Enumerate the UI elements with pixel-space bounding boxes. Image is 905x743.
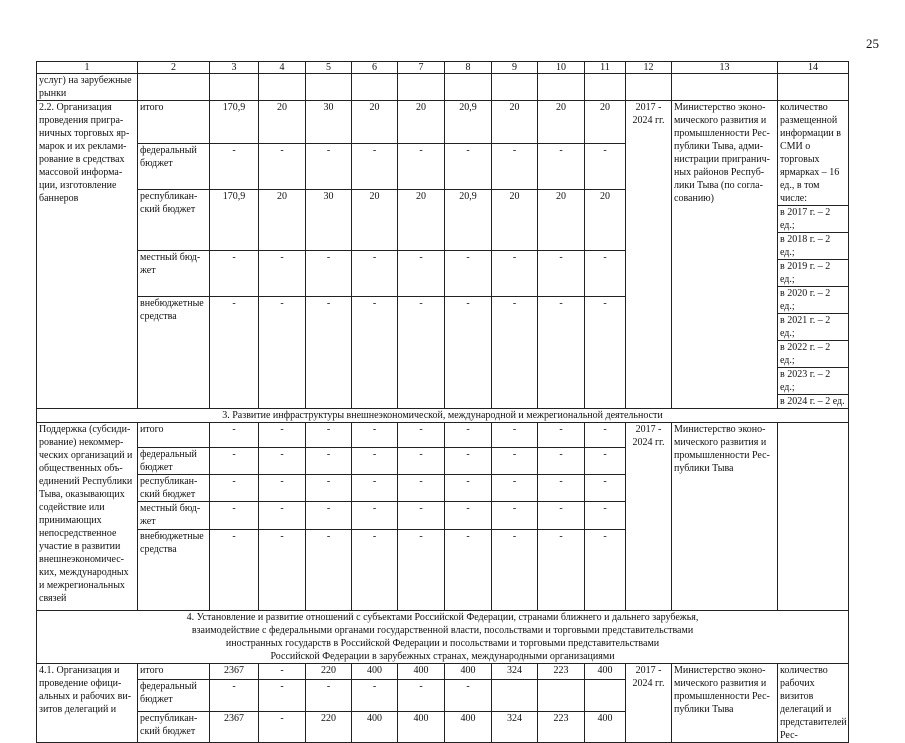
indicator-cell bbox=[778, 423, 849, 611]
value-cell: - bbox=[259, 664, 306, 680]
table-row bbox=[37, 664, 849, 680]
value-cell: 223 bbox=[538, 711, 585, 742]
value-cell: 400 bbox=[585, 664, 626, 680]
value-cell: 220 bbox=[306, 711, 352, 742]
indicator-year-line: в 2018 г. – 2 ед.; bbox=[778, 232, 848, 259]
value-cell: - bbox=[259, 250, 306, 296]
value-cell: - bbox=[259, 530, 306, 611]
executor-cell: Министерство экономического развития и промышленности Республики Тыва bbox=[672, 664, 778, 743]
value-cell: - bbox=[352, 475, 398, 502]
column-number: 12 bbox=[626, 62, 672, 74]
table-row bbox=[37, 74, 849, 101]
executor-cell: Министерство экономического развития и промышленности Республики Тыва bbox=[672, 423, 778, 611]
value-cell: - bbox=[492, 144, 538, 190]
value-cell: - bbox=[538, 297, 585, 409]
value-cell: 20 bbox=[538, 101, 585, 144]
value-cell: 324 bbox=[492, 664, 538, 680]
value-cell: - bbox=[259, 680, 306, 711]
empty-cell bbox=[259, 74, 306, 101]
measure-name-cell: 2.2. Организация проведения приграничных торговых ярмарок и их рекламирование в средствах массовой информации, изготовление баннеров bbox=[37, 101, 138, 409]
value-cell: - bbox=[398, 423, 445, 448]
value-cell: 20,9 bbox=[445, 190, 492, 250]
indicator-year-line: в 2021 г. – 2 ед.; bbox=[778, 313, 848, 340]
funding-source-cell: республиканский бюджет bbox=[138, 475, 210, 502]
value-cell: - bbox=[492, 530, 538, 611]
empty-cell bbox=[445, 74, 492, 101]
value-cell: 2367 bbox=[210, 664, 259, 680]
value-cell: - bbox=[306, 144, 352, 190]
indicator-cell bbox=[778, 664, 849, 743]
funding-source-cell: местный бюджет bbox=[138, 502, 210, 530]
value-cell: - bbox=[445, 475, 492, 502]
funding-source-cell: республиканский бюджет bbox=[138, 711, 210, 742]
value-cell: - bbox=[538, 475, 585, 502]
value-cell: - bbox=[306, 448, 352, 475]
value-cell: 400 bbox=[445, 664, 492, 680]
period-cell: 2017 - 2024 гг. bbox=[626, 423, 672, 611]
section-title-line: 4. Установление и развитие отношений с субъектами Российской Федерации, странами ближнего и дальнего зарубежья, bbox=[186, 612, 699, 623]
value-cell: - bbox=[398, 297, 445, 409]
value-cell: - bbox=[585, 530, 626, 611]
value-cell: 2367 bbox=[210, 711, 259, 742]
value-cell: - bbox=[538, 144, 585, 190]
column-number: 14 bbox=[778, 62, 849, 74]
value-cell: - bbox=[352, 530, 398, 611]
empty-cell bbox=[306, 74, 352, 101]
value-cell: - bbox=[306, 475, 352, 502]
value-cell: - bbox=[352, 144, 398, 190]
indicator-year-line: в 2024 г. – 2 ед. bbox=[778, 394, 848, 408]
column-number: 7 bbox=[398, 62, 445, 74]
section-title-line: взаимодействие с федеральными органами государственной власти, посольствами и торговыми представительствами bbox=[191, 625, 694, 636]
value-cell: 30 bbox=[306, 190, 352, 250]
value-cell: - bbox=[445, 250, 492, 296]
column-number: 6 bbox=[352, 62, 398, 74]
value-cell bbox=[492, 680, 538, 711]
value-cell: - bbox=[492, 475, 538, 502]
value-cell: - bbox=[210, 297, 259, 409]
value-cell: 20 bbox=[492, 190, 538, 250]
header-row bbox=[37, 62, 849, 74]
value-cell: - bbox=[352, 448, 398, 475]
measure-name-cell: Поддержка (субсидирование) некоммерческих организаций и общественных объединений Республики Тыва, оказывающих содействие или принимающих непосредственное участие в развитии внешнеэкономических, международных и межрегиональных связей bbox=[37, 423, 138, 611]
value-cell: - bbox=[259, 475, 306, 502]
empty-cell bbox=[210, 74, 259, 101]
empty-cell bbox=[492, 74, 538, 101]
measure-name-cell: 4.1. Организация и проведение официальных и рабочих визитов делегаций и bbox=[37, 664, 138, 743]
value-cell: - bbox=[306, 297, 352, 409]
funding-source-cell: внебюджетные средства bbox=[138, 530, 210, 611]
table-row bbox=[37, 101, 849, 144]
column-number: 3 bbox=[210, 62, 259, 74]
value-cell: - bbox=[492, 297, 538, 409]
indicator-year-line: в 2023 г. – 2 ед.; bbox=[778, 367, 848, 394]
value-cell: - bbox=[492, 448, 538, 475]
value-cell: 400 bbox=[445, 711, 492, 742]
value-cell: - bbox=[398, 475, 445, 502]
value-cell: - bbox=[210, 448, 259, 475]
section-title-line: иностранных государств в Российской Федерации и посольствами и торговыми представительствами bbox=[225, 638, 660, 649]
funding-source-cell: итого bbox=[138, 101, 210, 144]
value-cell: 400 bbox=[352, 664, 398, 680]
value-cell: 324 bbox=[492, 711, 538, 742]
page-number: 25 bbox=[866, 36, 879, 51]
program-table bbox=[36, 61, 849, 743]
section-title-line: Российской Федерации в зарубежных странах, международными организациями bbox=[270, 651, 615, 662]
value-cell: 400 bbox=[585, 711, 626, 742]
value-cell: - bbox=[585, 297, 626, 409]
value-cell: - bbox=[492, 502, 538, 530]
value-cell: - bbox=[585, 250, 626, 296]
value-cell: 30 bbox=[306, 101, 352, 144]
empty-cell bbox=[538, 74, 585, 101]
empty-cell bbox=[672, 74, 778, 101]
value-cell: - bbox=[210, 475, 259, 502]
value-cell: - bbox=[352, 423, 398, 448]
column-number: 2 bbox=[138, 62, 210, 74]
executor-cell: Министерство экономического развития и промышленности Республики Тыва, администрации приграничных районов Республики Тыва (по согласованию) bbox=[672, 101, 778, 409]
value-cell: - bbox=[352, 680, 398, 711]
section-title bbox=[37, 611, 849, 664]
column-number: 11 bbox=[585, 62, 626, 74]
value-cell: - bbox=[306, 423, 352, 448]
value-cell: - bbox=[259, 423, 306, 448]
value-cell: - bbox=[352, 250, 398, 296]
value-cell: - bbox=[538, 448, 585, 475]
column-number: 9 bbox=[492, 62, 538, 74]
value-cell: - bbox=[259, 297, 306, 409]
column-number: 10 bbox=[538, 62, 585, 74]
value-cell: - bbox=[398, 502, 445, 530]
value-cell: - bbox=[398, 250, 445, 296]
value-cell: - bbox=[585, 475, 626, 502]
value-cell: - bbox=[538, 250, 585, 296]
value-cell: - bbox=[210, 530, 259, 611]
funding-source-cell: итого bbox=[138, 664, 210, 680]
value-cell: 223 bbox=[538, 664, 585, 680]
empty-cell bbox=[138, 74, 210, 101]
value-cell: - bbox=[585, 502, 626, 530]
value-cell: 400 bbox=[398, 664, 445, 680]
empty-cell bbox=[352, 74, 398, 101]
value-cell: 20 bbox=[492, 101, 538, 144]
indicator-cell bbox=[778, 101, 849, 409]
column-number: 5 bbox=[306, 62, 352, 74]
value-cell: - bbox=[492, 423, 538, 448]
value-cell: - bbox=[352, 297, 398, 409]
value-cell: - bbox=[398, 680, 445, 711]
value-cell: - bbox=[306, 530, 352, 611]
value-cell: 20 bbox=[259, 190, 306, 250]
column-number: 13 bbox=[672, 62, 778, 74]
value-cell: - bbox=[445, 530, 492, 611]
value-cell: 170,9 bbox=[210, 190, 259, 250]
value-cell: - bbox=[306, 680, 352, 711]
value-cell: - bbox=[210, 144, 259, 190]
value-cell: - bbox=[210, 502, 259, 530]
funding-source-cell: федеральный бюджет bbox=[138, 144, 210, 190]
funding-source-cell: местный бюджет bbox=[138, 250, 210, 296]
value-cell: 20 bbox=[398, 101, 445, 144]
value-cell: 170,9 bbox=[210, 101, 259, 144]
value-cell: - bbox=[352, 502, 398, 530]
value-cell bbox=[538, 680, 585, 711]
value-cell: 20 bbox=[585, 101, 626, 144]
value-cell: 20 bbox=[398, 190, 445, 250]
value-cell: - bbox=[398, 448, 445, 475]
indicator-text: количество рабочих визитов делегаций и представителей Рес- bbox=[780, 665, 847, 741]
value-cell: 220 bbox=[306, 664, 352, 680]
value-cell: - bbox=[210, 423, 259, 448]
value-cell: - bbox=[210, 680, 259, 711]
value-cell: 20 bbox=[259, 101, 306, 144]
value-cell: - bbox=[259, 448, 306, 475]
value-cell: - bbox=[585, 144, 626, 190]
funding-source-cell: федеральный бюджет bbox=[138, 680, 210, 711]
value-cell: 400 bbox=[398, 711, 445, 742]
empty-cell bbox=[585, 74, 626, 101]
value-cell: - bbox=[398, 530, 445, 611]
value-cell: 20,9 bbox=[445, 101, 492, 144]
value-cell: - bbox=[306, 502, 352, 530]
table-row bbox=[37, 423, 849, 448]
value-cell: - bbox=[445, 680, 492, 711]
value-cell: - bbox=[445, 144, 492, 190]
funding-source-cell: федеральный бюджет bbox=[138, 448, 210, 475]
value-cell: 20 bbox=[352, 190, 398, 250]
value-cell: 20 bbox=[352, 101, 398, 144]
funding-source-cell: итого bbox=[138, 423, 210, 448]
value-cell: - bbox=[445, 423, 492, 448]
indicator-text: количество размещенной информации в СМИ о торговых ярмарках – 16 ед., в том числе: bbox=[780, 102, 842, 204]
value-cell: - bbox=[585, 448, 626, 475]
period-cell: 2017 - 2024 гг. bbox=[626, 664, 672, 743]
value-cell: - bbox=[445, 297, 492, 409]
value-cell: - bbox=[585, 423, 626, 448]
value-cell: - bbox=[306, 250, 352, 296]
period-cell: 2017 - 2024 гг. bbox=[626, 101, 672, 409]
column-number: 1 bbox=[37, 62, 138, 74]
indicator-year-line: в 2019 г. – 2 ед.; bbox=[778, 259, 848, 286]
value-cell: - bbox=[538, 502, 585, 530]
value-cell: - bbox=[538, 423, 585, 448]
value-cell: 20 bbox=[585, 190, 626, 250]
section-title: 3. Развитие инфраструктуры внешнеэкономической, международной и межрегиональной деятельности bbox=[37, 409, 849, 423]
value-cell: - bbox=[210, 250, 259, 296]
indicator-year-line: в 2020 г. – 2 ед.; bbox=[778, 286, 848, 313]
value-cell: - bbox=[445, 448, 492, 475]
section-title-row bbox=[37, 611, 849, 664]
indicator-year-line: в 2017 г. – 2 ед.; bbox=[778, 205, 848, 232]
empty-cell bbox=[626, 74, 672, 101]
measure-name-cell: услуг) на зарубежные рынки bbox=[37, 74, 138, 101]
funding-source-cell: внебюджетные средства bbox=[138, 297, 210, 409]
funding-source-cell: республиканский бюджет bbox=[138, 190, 210, 250]
value-cell: 20 bbox=[538, 190, 585, 250]
value-cell: 400 bbox=[352, 711, 398, 742]
section-title-row bbox=[37, 409, 849, 423]
value-cell: - bbox=[398, 144, 445, 190]
value-cell: - bbox=[259, 144, 306, 190]
value-cell: - bbox=[538, 530, 585, 611]
column-number: 4 bbox=[259, 62, 306, 74]
value-cell: - bbox=[492, 250, 538, 296]
value-cell: - bbox=[259, 502, 306, 530]
indicator-year-line: в 2022 г. – 2 ед.; bbox=[778, 340, 848, 367]
column-number: 8 bbox=[445, 62, 492, 74]
value-cell: - bbox=[259, 711, 306, 742]
value-cell bbox=[585, 680, 626, 711]
value-cell: - bbox=[445, 502, 492, 530]
empty-cell bbox=[778, 74, 849, 101]
empty-cell bbox=[398, 74, 445, 101]
